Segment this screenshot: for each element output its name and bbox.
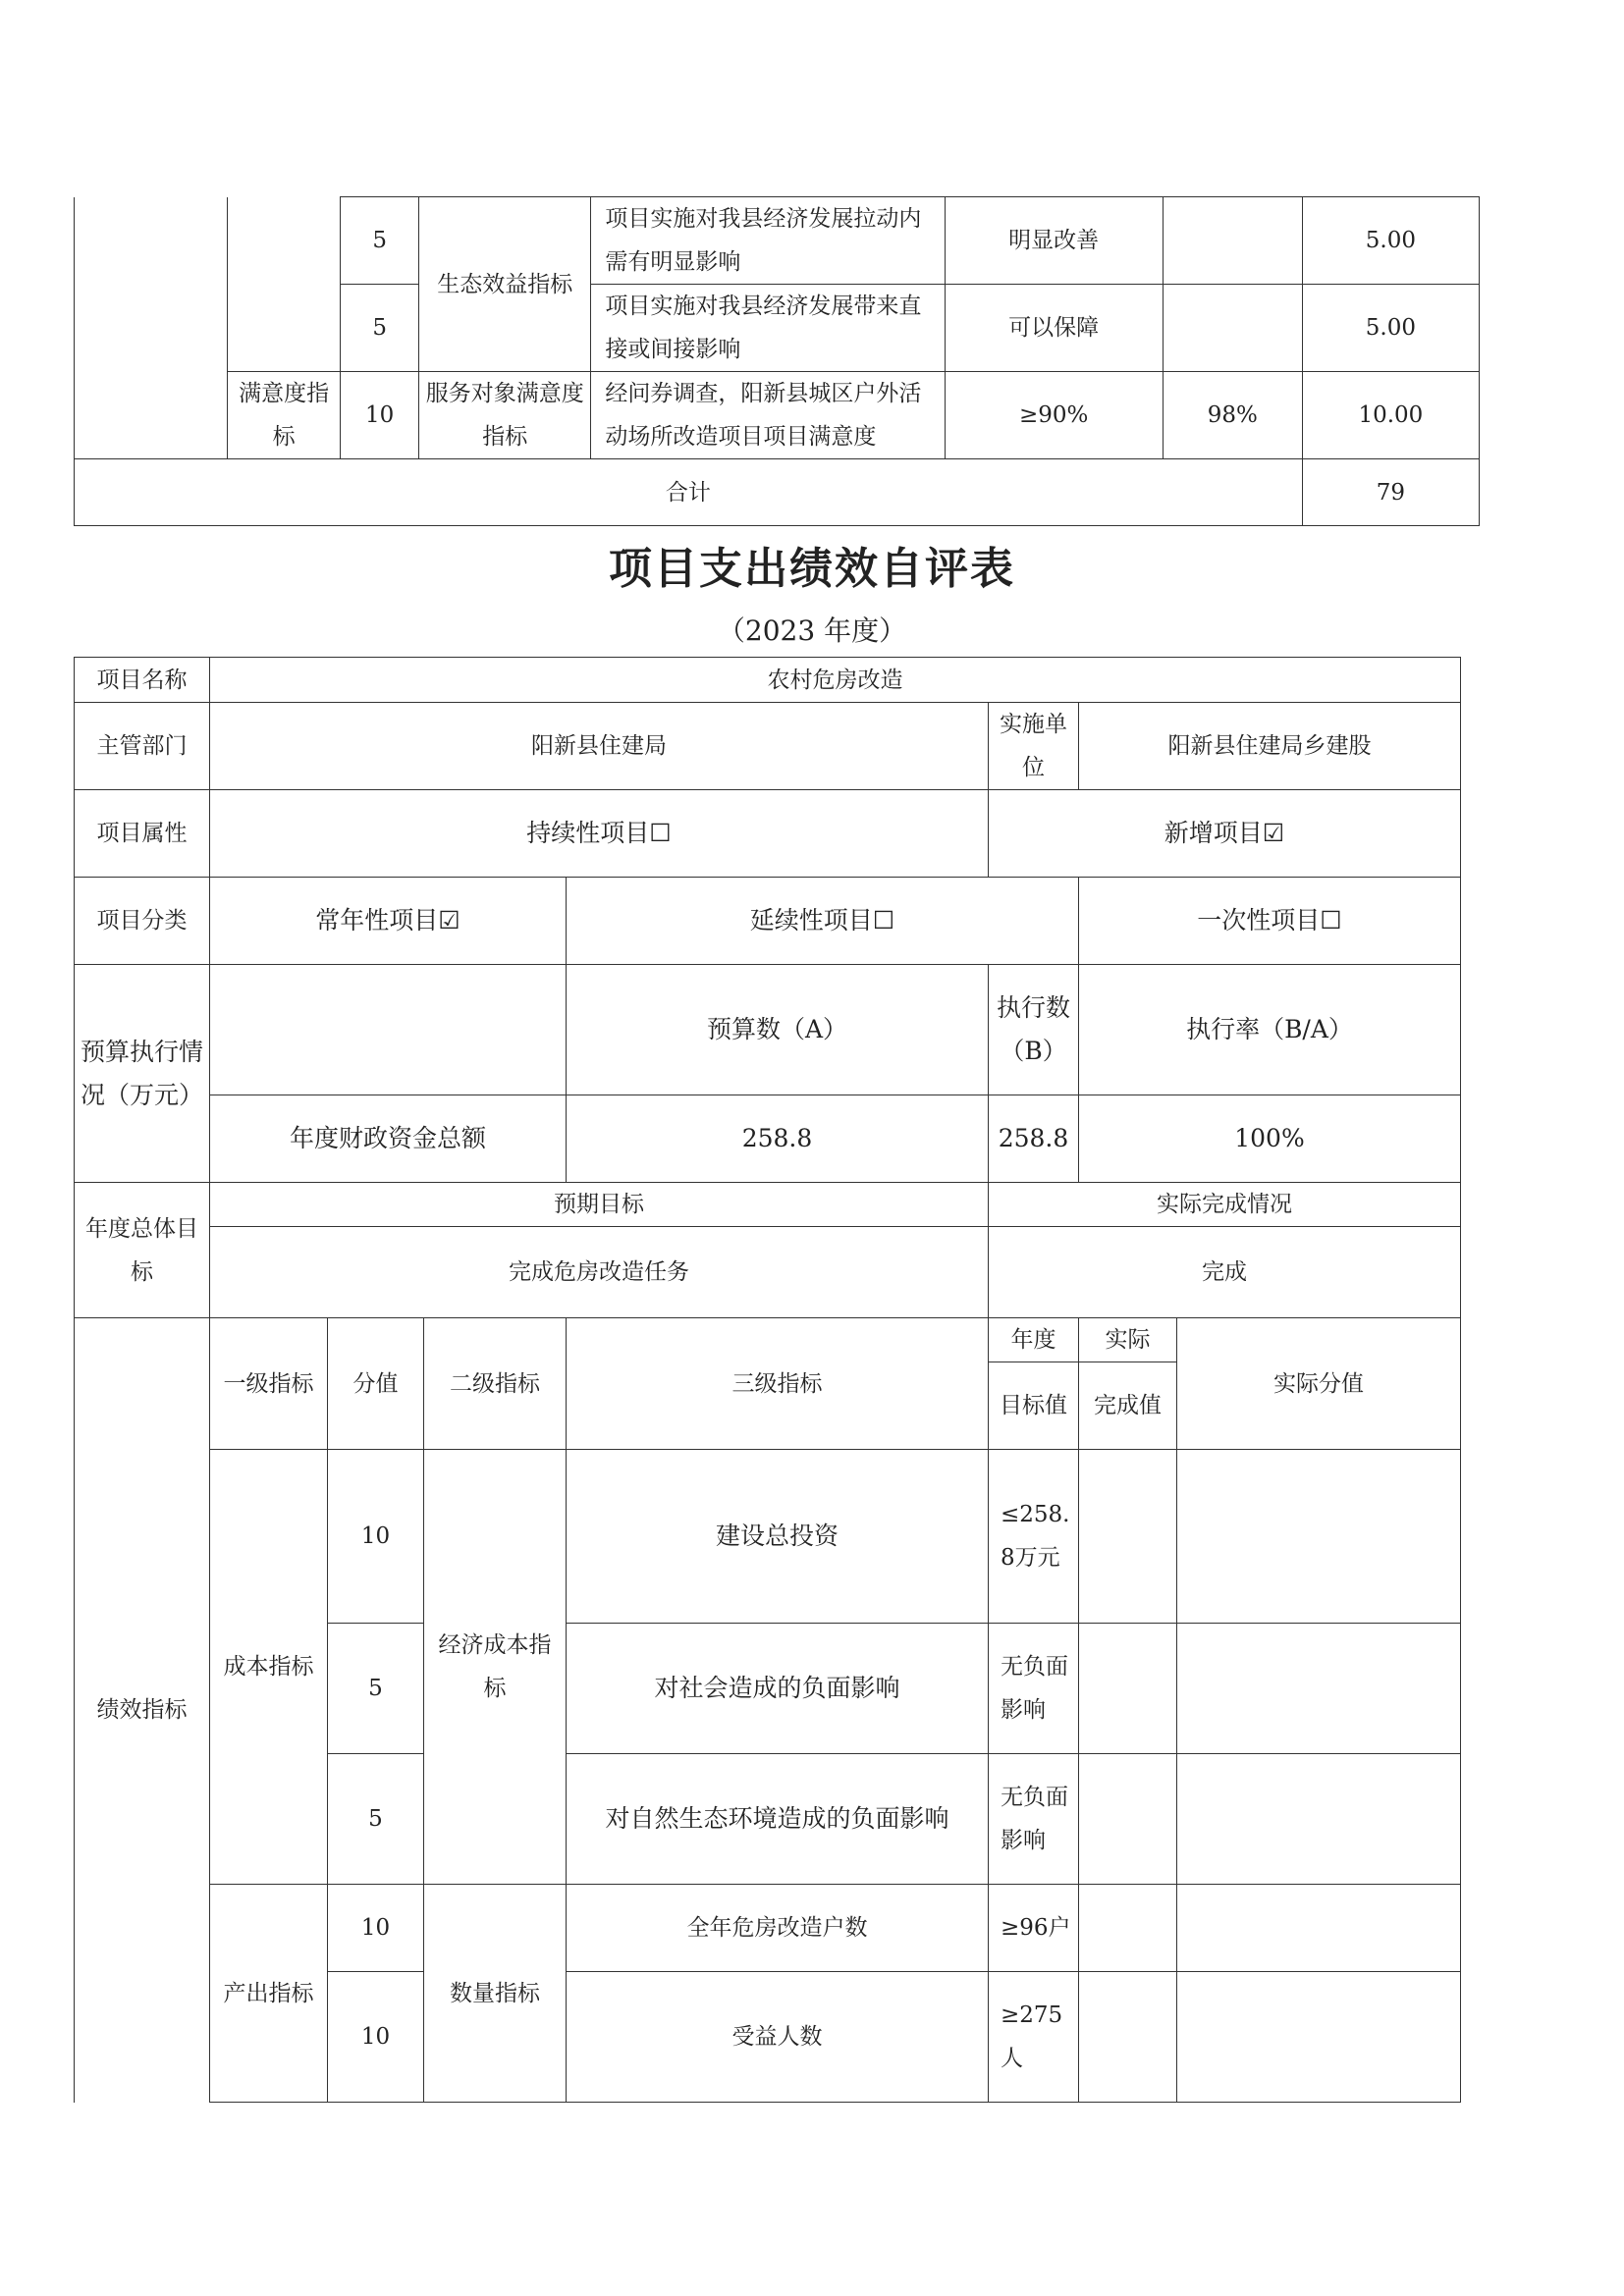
expected-goal-label: 预期目标 — [210, 1183, 989, 1227]
level3-header: 三级指标 — [567, 1318, 989, 1450]
economic-cost-label: 经济成本指标 — [424, 1450, 567, 1885]
score-cell: 5 — [328, 1754, 424, 1885]
actual-value-cell — [1079, 1624, 1177, 1754]
actual-score-cell — [1177, 1754, 1461, 1885]
actual-completion-label: 实际完成情况 — [989, 1183, 1461, 1227]
level1-indicator-cell — [228, 197, 341, 372]
score-cell: 10 — [341, 372, 419, 459]
project-name-value: 农村危房改造 — [210, 658, 1461, 703]
budget-blank-cell — [210, 965, 567, 1095]
level2-indicator-cell: 生态效益指标 — [419, 197, 591, 372]
category-one-time: 一次性项目☐ — [1079, 878, 1461, 965]
annual-goal-label: 年度总体目标 — [75, 1183, 210, 1318]
budget-a-value: 258.8 — [567, 1095, 989, 1183]
actual-score-cell — [1177, 1972, 1461, 2103]
page-cut-edge — [74, 2089, 75, 2103]
annual-fund-label: 年度财政资金总额 — [210, 1095, 567, 1183]
department-value: 阳新县住建局 — [210, 703, 989, 790]
performance-indicator-cell — [75, 197, 228, 459]
actual-completion-value: 完成 — [989, 1227, 1461, 1318]
year-subtitle: （2023 年度） — [717, 614, 907, 647]
actual-score-cell: 5.00 — [1302, 285, 1479, 372]
implementing-unit-label: 实施单位 — [989, 703, 1079, 790]
score-cell: 10 — [328, 1450, 424, 1624]
actual-value-cell — [1079, 1972, 1177, 2103]
category-extended: 延续性项目☐ — [567, 878, 1079, 965]
execution-rate-value: 100% — [1079, 1095, 1461, 1183]
score-cell: 5 — [341, 285, 419, 372]
total-label: 合计 — [75, 459, 1303, 526]
actual-score-cell — [1177, 1450, 1461, 1624]
level3-indicator-cell: 项目实施对我县经济发展带来直接或间接影响 — [591, 285, 945, 372]
category-regular: 常年性项目☑ — [210, 878, 567, 965]
execution-b-value: 258.8 — [989, 1095, 1079, 1183]
actual-score-cell: 10.00 — [1302, 372, 1479, 459]
project-attribute-label: 项目属性 — [75, 790, 210, 878]
budget-execution-label: 预算执行情况（万元） — [75, 965, 210, 1183]
annual-target-cell: 无负面影响 — [989, 1624, 1079, 1754]
actual-score-cell: 5.00 — [1302, 197, 1479, 285]
annual-target-cell: ≥90% — [945, 372, 1163, 459]
actual-score-header: 实际分值 — [1177, 1318, 1461, 1450]
actual-value-header-top: 实际 — [1079, 1318, 1177, 1362]
attribute-continuing: 持续性项目☐ — [210, 790, 989, 878]
annual-target-header-bottom: 目标值 — [989, 1362, 1079, 1450]
output-indicator-label: 产出指标 — [210, 1885, 328, 2103]
annual-target-cell: 明显改善 — [945, 197, 1163, 285]
level3-indicator-cell: 经问券调查，阳新县城区户外活动场所改造项目项目满意度 — [591, 372, 945, 459]
score-cell: 10 — [328, 1885, 424, 1972]
actual-value-cell — [1163, 197, 1302, 285]
score-cell: 10 — [328, 1972, 424, 2103]
annual-target-cell: 可以保障 — [945, 285, 1163, 372]
attribute-new: 新增项目☑ — [989, 790, 1461, 878]
department-label: 主管部门 — [75, 703, 210, 790]
households-indicator: 全年危房改造户数 — [567, 1885, 989, 1972]
annual-target-cell: ≥275人 — [989, 1972, 1079, 2103]
annual-target-cell: 无负面影响 — [989, 1754, 1079, 1885]
expected-goal-value: 完成危房改造任务 — [210, 1227, 989, 1318]
score-cell: 5 — [341, 197, 419, 285]
budget-a-label: 预算数（A） — [567, 965, 989, 1095]
level2-indicator-cell: 服务对象满意度指标 — [419, 372, 591, 459]
beneficiaries-indicator: 受益人数 — [567, 1972, 989, 2103]
actual-score-cell — [1177, 1885, 1461, 1972]
execution-b-label: 执行数（B） — [989, 965, 1079, 1095]
execution-rate-label: 执行率（B/A） — [1079, 965, 1461, 1095]
implementing-unit-value: 阳新县住建局乡建股 — [1079, 703, 1461, 790]
total-value: 79 — [1302, 459, 1479, 526]
actual-value-cell: 98% — [1163, 372, 1302, 459]
actual-score-cell — [1177, 1624, 1461, 1754]
annual-target-cell: ≥96户 — [989, 1885, 1079, 1972]
quantity-indicator-label: 数量指标 — [424, 1885, 567, 2103]
actual-value-cell — [1079, 1754, 1177, 1885]
previous-evaluation-table — [74, 196, 1480, 526]
score-header: 分值 — [328, 1318, 424, 1450]
project-name-label: 项目名称 — [75, 658, 210, 703]
actual-value-header-bottom: 完成值 — [1079, 1362, 1177, 1450]
level3-indicator-cell: 项目实施对我县经济发展拉动内需有明显影响 — [591, 197, 945, 285]
social-impact-indicator: 对社会造成的负面影响 — [567, 1624, 989, 1754]
cost-indicator-label: 成本指标 — [210, 1450, 328, 1885]
performance-indicator-label: 绩效指标 — [75, 1318, 210, 2103]
level2-header: 二级指标 — [424, 1318, 567, 1450]
total-investment-indicator: 建设总投资 — [567, 1450, 989, 1624]
ecology-impact-indicator: 对自然生态环境造成的负面影响 — [567, 1754, 989, 1885]
actual-value-cell — [1079, 1450, 1177, 1624]
level1-header: 一级指标 — [210, 1318, 328, 1450]
actual-value-cell — [1163, 285, 1302, 372]
actual-value-cell — [1079, 1885, 1177, 1972]
annual-target-header-top: 年度 — [989, 1318, 1079, 1362]
score-cell: 5 — [328, 1624, 424, 1754]
level1-indicator-cell: 满意度指标 — [228, 372, 341, 459]
page-title: 项目支出绩效自评表 — [609, 544, 1015, 594]
annual-target-cell: ≤258.8万元 — [989, 1450, 1079, 1624]
project-category-label: 项目分类 — [75, 878, 210, 965]
evaluation-table — [74, 657, 1461, 2103]
